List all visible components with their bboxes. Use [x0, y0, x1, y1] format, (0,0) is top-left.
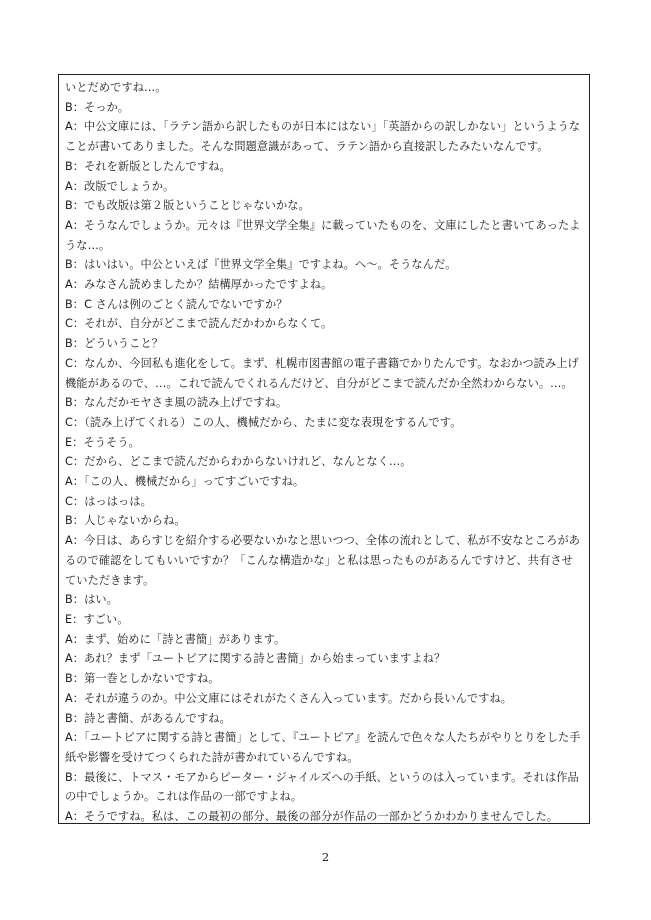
transcript-line: B：人じゃないからね。	[65, 514, 186, 528]
transcript-line: A：みなさん読めましたか？結構厚かったですよね。	[65, 278, 333, 292]
transcript-line: A：「この人、機械だから」ってすごいですね。	[65, 475, 305, 489]
transcript-line: B：どういうこと？	[65, 337, 164, 351]
transcript-line: るので確認をしてもいいですか？「こんな構造かな」と私は思ったものがあるんですけど、共有させ	[65, 553, 573, 567]
transcript-line: いとだめですね…。	[65, 81, 167, 94]
transcript-line: 機能があるので、…。これで読んでくれるんだけど、自分がどこまで読んだか全然わからない。…。	[65, 376, 573, 390]
transcript-line: B：それを新版としたんですね。	[65, 159, 231, 173]
transcript-frame	[58, 74, 590, 824]
transcript-line: B：はい。	[65, 593, 118, 607]
transcript-line: ていただきます。	[65, 573, 155, 587]
transcript-line: E：そうそう。	[65, 435, 140, 449]
transcript-line: A：あれ？まず「ユートピアに関する詩と書簡」から始まっていますよね？	[65, 652, 446, 666]
transcript-line: 紙や影響を受けてつくられた詩が書かれているんですね。	[65, 750, 359, 764]
transcript-line: C：（読み上げてくれる）この人、機械だから、たまに変な表現をするんです。	[65, 415, 462, 429]
transcript-line: B：そっか。	[65, 100, 130, 114]
transcript-line: A：そうですね。私は、この最初の部分、最後の部分が作品の一部かどうかわかりませんでした。	[65, 810, 559, 824]
transcript-line: E：すごい。	[65, 612, 129, 626]
transcript-line: A：まず、始めに「詩と書簡」があります。	[65, 632, 286, 646]
transcript-line: B：第一巻としかないですね。	[65, 672, 220, 686]
transcript-line: C：だから、どこまで読んだからわからないけれど、なんとなく…。	[65, 455, 412, 469]
page-number: 2	[321, 850, 330, 864]
transcript-line: の中でしょうか。これは作品の一部ですよね。	[65, 790, 303, 804]
transcript-line: B：最後に、トマス・モアからピーター・ジャイルズへの手紙、というのは入っています。それは作品	[65, 770, 579, 784]
transcript-line: B：でも改版は第２版ということじゃないかな。	[65, 199, 310, 213]
transcript-line: B：C さんは例のごとく読んでないですか？	[65, 297, 288, 311]
transcript-line: B：なんだかモヤさま風の読み上げですね。	[65, 396, 288, 410]
transcript-line: C：はっはっは。	[65, 494, 152, 508]
transcript-line: A：それが違うのか。中公文庫にはそれがたくさん入っています。だから長いんですね。	[65, 691, 513, 705]
transcript-line: ことが書いてありました。そんな問題意識があって、ラテン語から直接訳したみたいなんです。	[65, 140, 549, 154]
transcript-line: うな…。	[65, 238, 111, 252]
transcript-line: A：今日は、あらすじを紹介する必要ないかなと思いつつ、全体の流れとして、私が不安なところがあ	[65, 534, 581, 548]
transcript-line: B：はいはい。中公といえば『世界文学全集』ですよね。へ〜。そうなんだ。	[65, 258, 457, 272]
transcript-line: A：中公文庫には、「ラテン語から訳したものが日本にはない」「英語からの訳しかない」というような	[65, 120, 581, 134]
transcript-line: B：詩と書簡、があるんですね。	[65, 711, 231, 725]
transcript-line: C：それが、自分がどこまで読んだかわからなくて。	[65, 317, 333, 331]
transcript-line: C：なんか、今回私も進化をして。まず、札幌市図書館の電子書籍でかりたんです。なおかつ読み上げ	[65, 356, 579, 370]
transcript-line: A：改版でしょうか。	[65, 179, 175, 193]
transcript-line: A：そうなんでしょうか。元々は『世界文学全集』に載っていたものを、文庫にしたと書いてあったよ	[65, 218, 581, 232]
transcript-line: A：「ユートピアに関する詩と書簡」として、『ユートピア』を読んで色々な人たちがやりとりをした手	[65, 731, 581, 745]
